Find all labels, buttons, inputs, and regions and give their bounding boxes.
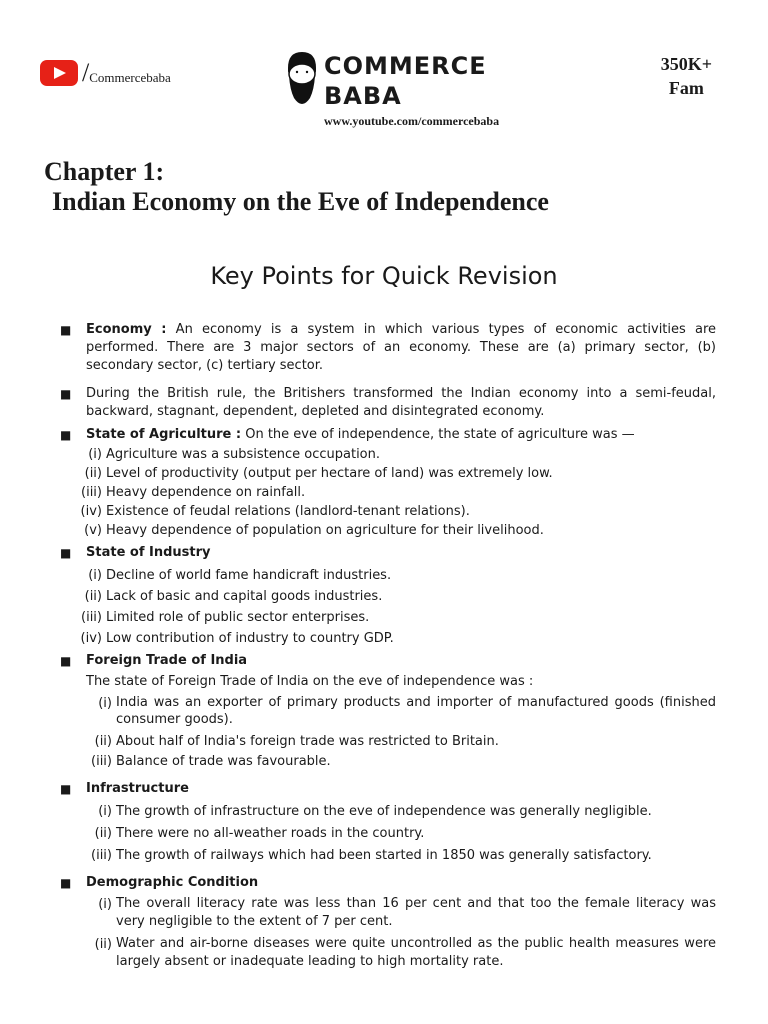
point-text: On the eve of independence, the state of agriculture was — <box>241 427 635 442</box>
point-infrastructure <box>86 780 716 798</box>
subscriber-count-number: 350K+ <box>660 54 712 74</box>
brand-name-line2: BABA <box>324 82 402 110</box>
list-item: (iv) Low contribution of industry to country GDP. <box>80 631 394 646</box>
point-label: State of Agriculture : <box>86 427 242 442</box>
list-item: (i) Agriculture was a subsistence occupation. <box>88 447 381 462</box>
point-label: Infrastructure <box>86 781 189 796</box>
point-demographic <box>86 874 716 892</box>
point-label: Economy : <box>86 322 167 337</box>
list-item: (iii) Heavy dependence on rainfall. <box>81 485 306 500</box>
list-item: (ii) There were no all-weather roads in the country. <box>94 826 425 841</box>
list-item: (ii) Lack of basic and capital goods industries. <box>84 589 383 604</box>
point-label: Demographic Condition <box>86 875 259 890</box>
point-agriculture <box>86 426 716 444</box>
bullet-icon: ■ <box>60 546 72 560</box>
channel-handle: Commercebaba <box>89 70 171 85</box>
list-item: (v) Heavy dependence of population on agriculture for their livelihood. <box>84 523 544 538</box>
list-item: (iv) Existence of feudal relations (landlord-tenant relations). <box>80 504 470 519</box>
list-item: (i) India was an exporter of primary products and importer of manufactured goods (finished consumer goods). <box>98 695 716 727</box>
chapter-title: Indian Economy on the Eve of Independence <box>52 187 549 216</box>
list-item: (iii) The growth of railways which had been started in 1850 was generally satisfactory. <box>91 848 652 863</box>
list-item: (i) The growth of infrastructure on the eve of independence was generally negligible. <box>98 804 652 819</box>
point-economy <box>86 321 716 375</box>
brand-logo <box>282 50 487 112</box>
list-item: (i) Decline of world fame handicraft industries. <box>88 568 392 583</box>
list-item: (ii) About half of India's foreign trade was restricted to Britain. <box>94 734 499 749</box>
bullet-icon: ■ <box>60 387 72 401</box>
bullet-icon: ■ <box>60 654 72 668</box>
point-foreign-trade <box>86 652 716 670</box>
point-british-rule: During the British rule, the Britishers transformed the Indian economy into a semi-feudal, backward, stagnant, dependent, depleted and disintegrated economy. <box>86 386 716 419</box>
subscriber-count <box>661 52 712 100</box>
point-intro: The state of Foreign Trade of India on the eve of independence was : <box>86 674 534 689</box>
point-text: An economy is a system in which various types of economic activities are performed. There are 3 major sectors of an economy. These are (a) primary sector, (b) secondary sector, (c) tertiary sector. <box>86 322 716 373</box>
bullet-icon: ■ <box>60 323 72 337</box>
brand-name-line1: COMMERCE <box>324 52 487 80</box>
bearded-man-logo-icon <box>282 50 322 112</box>
subscriber-count-label: Fam <box>668 78 704 98</box>
point-label: Foreign Trade of India <box>86 653 248 668</box>
list-item: (iii) Limited role of public sector enterprises. <box>81 610 370 625</box>
chapter-number: Chapter 1: <box>44 157 165 186</box>
youtube-icon <box>40 60 78 86</box>
channel-url: www.youtube.com/commercebaba <box>324 114 500 128</box>
point-label: State of Industry <box>86 545 211 560</box>
bullet-icon: ■ <box>60 782 72 796</box>
list-item: (iii) Balance of trade was favourable. <box>91 754 331 769</box>
list-item: (i) The overall literacy rate was less than 16 per cent and that too the female literacy was very negligible to the extent of 7 per cent. <box>98 896 716 929</box>
youtube-channel-tag <box>40 60 171 86</box>
bullet-icon: ■ <box>60 428 72 442</box>
point-industry <box>86 544 716 562</box>
section-heading: Key Points for Quick Revision <box>210 262 558 290</box>
channel-slash: / <box>82 58 90 87</box>
list-item: (ii) Level of productivity (output per hectare of land) was extremely low. <box>84 466 553 481</box>
list-item: (ii) Water and air-borne diseases were quite uncontrolled as the public health measures were largely absent or inadequate leading to high mortality rate. <box>94 936 716 969</box>
bullet-icon: ■ <box>60 876 72 890</box>
